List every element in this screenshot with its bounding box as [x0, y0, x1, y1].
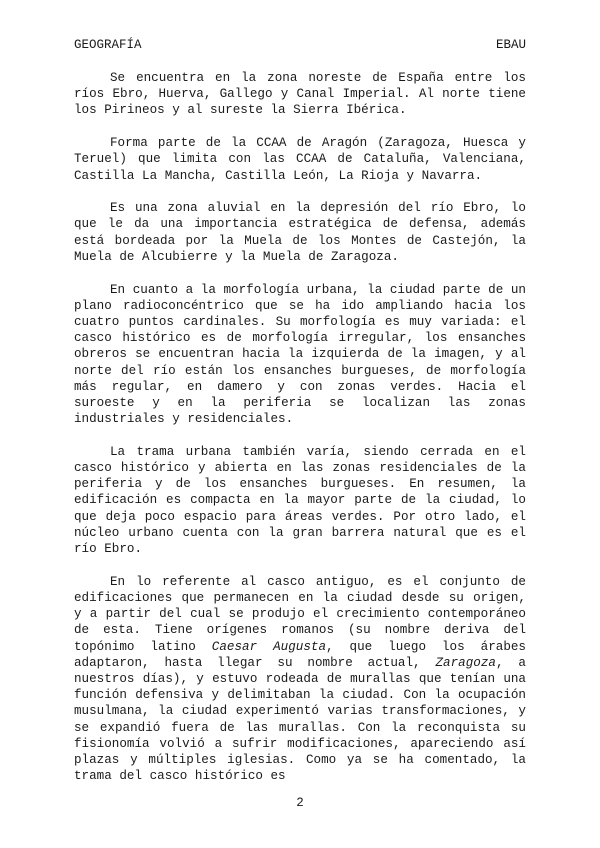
document-body: [74, 70, 526, 784]
city-name: Zaragoza: [435, 655, 496, 670]
header-exam: EBAU: [495, 38, 526, 52]
paragraph-urban-fabric: La trama urbana también varía, siendo cerrada en el casco histórico y abierta en las zonas residenciales de la periferia y de los ensanches burgueses. En resumen, la edificación es compacta en la mayor parte de la ciudad, lo que deja poco espacio para áreas verdes. Por otro lado, el núcleo urbano cuenta con la gran barrera natural que es el río Ebro.: [74, 444, 526, 557]
page-number: 2: [296, 796, 304, 810]
paragraph-location: Se encuentra en la zona noreste de España entre los ríos Ebro, Huerva, Gallego y Canal Imperial. Al norte tiene los Pirineos y al sureste la Sierra Ibérica.: [74, 71, 526, 118]
paragraph-site: Es una zona aluvial en la depresión del río Ebro, lo que le da una importancia estratégica de defensa, además está bordeada por la Muela de los Montes de Castejón, la Muela de Alcubierre y la Muela de Zaragoza.: [74, 201, 526, 264]
paragraph-old-town-part2: , que luego los árabes adaptaron, hasta llegar su nombre actual,: [74, 639, 526, 670]
header-subject: GEOGRAFÍA: [74, 38, 142, 52]
paragraph-old-town: [74, 574, 526, 785]
paragraph-old-town-part3: , a nuestros días), y estuvo rodeada de murallas que tenían una función defensiva y delimitaban la ciudad. Con la ocupación musulmana, la ciudad experimentó varias transformaciones, y se expandió fuera de las murallas. Con la reconquista su fisionomía volvió a sufrir modificaciones, apareciendo así plazas y múltiples iglesias. Como ya se ha comentado, la trama del casco histórico es: [74, 655, 526, 784]
paragraph-region: Forma parte de la CCAA de Aragón (Zaragoza, Huesca y Teruel) que limita con las CCAA de Cataluña, Valenciana, Castilla La Mancha, Castilla León, La Rioja y Navarra.: [74, 136, 526, 183]
paragraph-old-town-part1: En lo referente al casco antiguo, es el conjunto de edificaciones que permanecen en la ciudad desde su origen, y a partir del cual se produjo el crecimiento contemporáneo de esta. Tiene orígenes romanos (su nombre deriva del topónimo latino: [74, 574, 526, 654]
latin-toponym: Caesar Augusta: [211, 639, 327, 654]
paragraph-morphology: En cuanto a la morfología urbana, la ciudad parte de un plano radioconcéntrico que se ha ido ampliando hacia los cuatro puntos cardinales. Su morfología es muy variada: el casco histórico es de morfología irregular, los ensanches obreros se encuentran hacia la izquierda de la imagen, y al norte del río están los ensanches burgueses, de morfología más regular, en damero y con zonas verdes. Hacia el suroeste y en la periferia se localizan las zonas industriales y residenciales.: [74, 282, 526, 427]
page-header: [74, 38, 526, 54]
